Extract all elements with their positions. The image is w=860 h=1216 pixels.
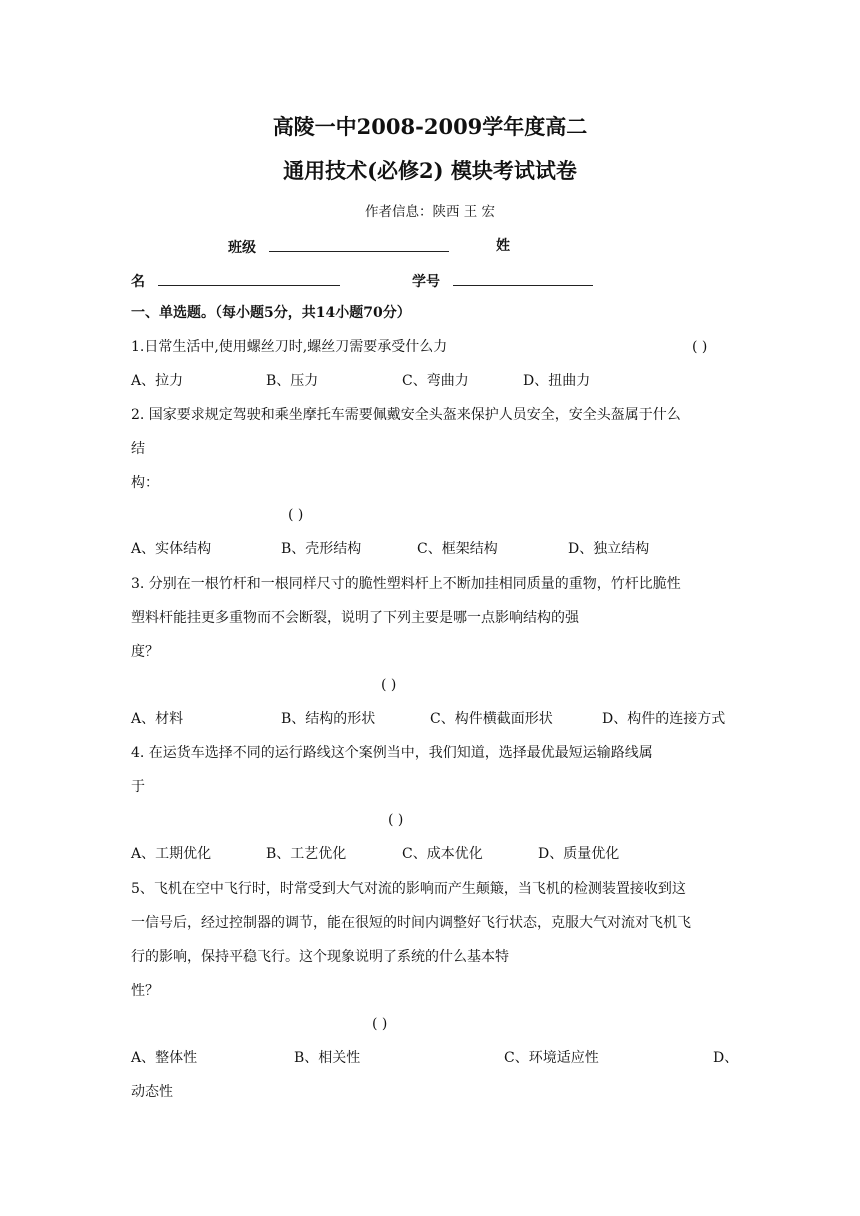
question-2-option-b: B、壳形结构 [281, 541, 362, 557]
question-2-option-c: C、框架结构 [417, 541, 498, 557]
student-no-field [412, 270, 593, 292]
question-4-option-b: B、工艺优化 [266, 846, 347, 862]
question-4-text-line2: 于 [131, 779, 145, 795]
name-label-part1: 姓 [496, 238, 510, 254]
question-1-option-c: C、弯曲力 [402, 373, 469, 389]
question-2-text-line1: 2. 国家要求规定驾驶和乘坐摩托车需要佩戴安全头盔来保护人员安全，安全头盔属于什么 [131, 407, 681, 423]
author-info: 作者信息：陕西 王 宏 [364, 204, 496, 220]
question-2-option-d: D、独立结构 [568, 541, 650, 557]
question-5-option-d-text: 动态性 [131, 1084, 173, 1100]
question-5-answer-paren: ( ) [372, 1016, 388, 1032]
question-2-text-line2: 结 [131, 441, 145, 457]
question-1-option-a: A、拉力 [131, 373, 184, 389]
question-4-answer-paren: ( ) [388, 812, 404, 828]
section-heading: 一、单选题。（每小题5分，共14小题70分） [131, 305, 411, 321]
question-5-text-line1: 5、飞机在空中飞行时，时常受到大气对流的影响而产生颠簸，当飞机的检测装置接收到这 [131, 881, 686, 897]
exam-title-line2: 通用技术(必修2) 模块考试试卷 [283, 158, 577, 183]
question-3-text-line3: 度？ [131, 644, 159, 660]
question-5-option-d: D、 [713, 1050, 739, 1066]
question-2-option-a: A、实体结构 [131, 541, 212, 557]
question-2-text-line3: 构： [131, 475, 159, 491]
question-2-answer-paren: ( ) [288, 507, 304, 523]
question-5-option-c: C、环境适应性 [504, 1050, 599, 1066]
question-3-text-line2: 塑料杆能挂更多重物而不会断裂，说明了下列主要是哪一点影响结构的强 [131, 610, 579, 626]
question-5-text-line4: 性？ [131, 983, 159, 999]
name-label-part2: 名 [131, 274, 145, 290]
student-no-label: 学号 [412, 274, 440, 290]
question-3-option-b: B、结构的形状 [281, 711, 376, 727]
question-1-option-b: B、压力 [266, 373, 319, 389]
name-field [131, 270, 340, 292]
question-3-option-d: D、构件的连接方式 [602, 711, 726, 727]
question-1-option-d: D、扭曲力 [523, 373, 591, 389]
exam-title-line1: 高陵一中2008-2009学年度高二 [272, 114, 588, 139]
student-no-blank[interactable] [453, 270, 593, 286]
class-label: 班级 [228, 240, 256, 256]
question-4-text-line1: 4. 在运货车选择不同的运行路线这个案例当中，我们知道，选择最优最短运输路线属 [131, 745, 653, 761]
question-5-text-line2: 一信号后，经过控制器的调节，能在很短的时间内调整好飞行状态，克服大气对流对飞机飞 [131, 915, 691, 931]
question-5-option-b: B、相关性 [294, 1050, 361, 1066]
question-3-answer-paren: ( ) [381, 677, 397, 693]
name-blank[interactable] [158, 270, 340, 286]
question-4-option-d: D、质量优化 [538, 846, 620, 862]
question-4-option-c: C、成本优化 [402, 846, 483, 862]
question-5-text-line3: 行的影响，保持平稳飞行。这个现象说明了系统的什么基本特 [131, 949, 509, 965]
question-3-text-line1: 3. 分别在一根竹杆和一根同样尺寸的脆性塑料杆上不断加挂相同质量的重物，竹杆比脆性 [131, 576, 681, 592]
question-1-text: 1.日常生活中,使用螺丝刀时,螺丝刀需要承受什么力 [131, 339, 448, 355]
question-3-option-a: A、材料 [131, 711, 184, 727]
question-1-answer-paren: ( ) [692, 339, 708, 355]
class-field [228, 236, 449, 258]
question-5-option-a: A、整体性 [131, 1050, 198, 1066]
class-blank[interactable] [269, 236, 449, 252]
question-3-option-c: C、构件横截面形状 [430, 711, 553, 727]
question-4-option-a: A、工期优化 [131, 846, 212, 862]
